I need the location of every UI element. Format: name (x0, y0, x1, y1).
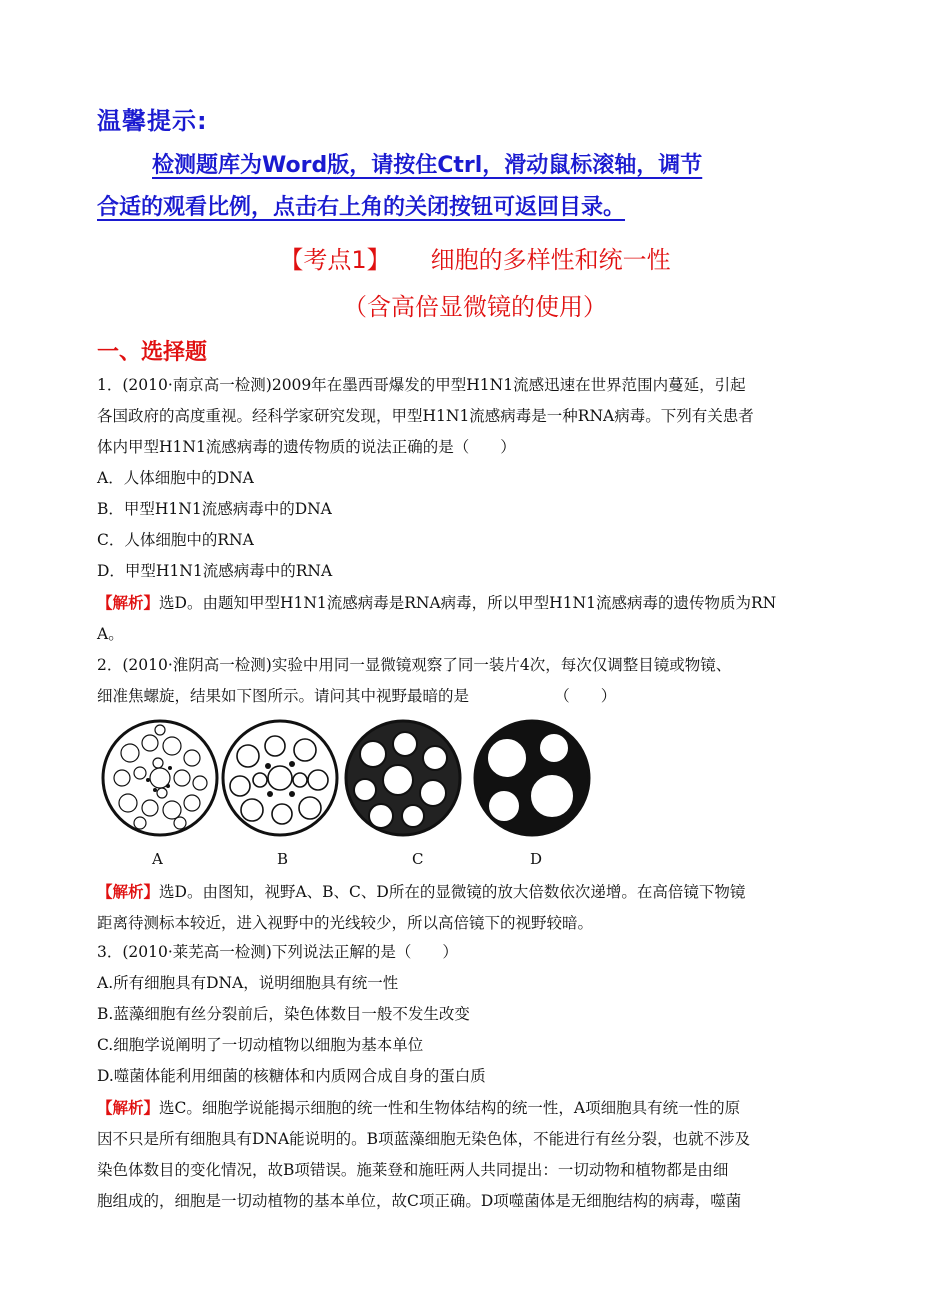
figure-label-a: A (152, 850, 163, 868)
question-2-analysis (97, 876, 857, 939)
microscope-field-b (220, 718, 340, 838)
analysis-tag: 【解析】 (97, 882, 160, 901)
tip-title: 温馨提示: (97, 107, 208, 135)
q3-option-b: B.蓝藻细胞有丝分裂前后，染色体数目一般不发生改变 (97, 1005, 470, 1023)
q1-line: 1．(2010·南京高一检测)2009年在墨西哥爆发的甲型H1N1流感迅速在世界范围内蔓延，引起 (97, 376, 746, 394)
q1-analysis: 选D。由题知甲型H1N1流感病毒是RNA病毒，所以甲型H1N1流感病毒的遗传物质为RN (159, 594, 777, 612)
q3-option-c: C.细胞学说阐明了一切动植物以细胞为基本单位 (97, 1036, 424, 1054)
tip-body (97, 145, 857, 229)
q3-analysis: 胞组成的，细胞是一切动植物的基本单位，故C项正确。D项噬菌体是无细胞结构的病毒，噬菌 (97, 1192, 742, 1210)
q1-analysis: A。 (97, 625, 124, 643)
figure-label-b: B (277, 850, 289, 868)
q2-line: 细准焦螺旋，结果如下图所示。请问其中视野最暗的是 （ ） (97, 687, 617, 705)
microscope-field-c (343, 718, 463, 838)
q1-line: 各国政府的高度重视。经科学家研究发现，甲型H1N1流感病毒是一种RNA病毒。下列有关患者 (97, 407, 754, 425)
tip-link-line1[interactable]: 检测题库为Word版，请按住Ctrl，滑动鼠标滚轴，调节 (152, 153, 703, 178)
question-2 (97, 650, 857, 712)
q3-option-d: D.噬菌体能利用细菌的核糖体和内质网合成自身的蛋白质 (97, 1067, 486, 1085)
q3-line: 3．(2010·莱芜高一检测)下列说法正解的是（ ） (97, 943, 458, 961)
q2-analysis: 距离待测标本较近，进入视野中的光线较少，所以高倍镜下的视野较暗。 (97, 914, 594, 932)
analysis-tag: 【解析】 (97, 1098, 160, 1117)
q1-line: 体内甲型H1N1流感病毒的遗传物质的说法正确的是（ ） (97, 438, 516, 456)
microscope-field-d (472, 718, 592, 838)
q2-line: 2．(2010·淮阴高一检测)实验中用同一显微镜观察了同一装片4次，每次仅调整目镜或物镜、 (97, 656, 732, 674)
kaodian-title: 细胞的多样性和统一性 (430, 246, 671, 274)
kaodian-tag: 【考点1】 (279, 246, 391, 274)
q3-option-a: A.所有细胞具有DNA，说明细胞具有统一性 (97, 974, 399, 992)
q3-analysis: 选C。细胞学说能揭示细胞的统一性和生物体结构的统一性，A项细胞具有统一性的原 (159, 1099, 741, 1117)
q3-analysis: 因不只是所有细胞具有DNA能说明的。B项蓝藻细胞无染色体，不能进行有丝分裂，也就不涉及 (97, 1130, 751, 1148)
q3-analysis: 染色体数目的变化情况，故B项错误。施莱登和施旺两人共同提出：一切动物和植物都是由细 (97, 1161, 729, 1179)
q2-analysis: 选D。由图知，视野A、B、C、D所在的显微镜的放大倍数依次递增。在高倍镜下物镜 (159, 883, 746, 901)
analysis-tag: 【解析】 (97, 593, 160, 612)
tip-link-line2[interactable]: 合适的观看比例，点击右上角的关闭按钮可返回目录。 (97, 195, 626, 220)
kaodian-heading (0, 240, 950, 275)
question-3 (97, 937, 857, 1217)
section-title: 一、选择题 (97, 340, 208, 365)
q1-option-a: A．人体细胞中的DNA (97, 469, 254, 487)
q1-option-c: C．人体细胞中的RNA (97, 531, 254, 549)
q1-option-b: B．甲型H1N1流感病毒中的DNA (97, 500, 332, 518)
question-1 (97, 370, 857, 650)
kaodian-subtitle: （含高倍显微镜的使用） (343, 293, 607, 321)
microscope-field-a (100, 718, 220, 838)
q1-option-d: D．甲型H1N1流感病毒中的RNA (97, 562, 333, 580)
figure-label-c: C (412, 850, 424, 868)
figure-label-d: D (530, 850, 543, 868)
